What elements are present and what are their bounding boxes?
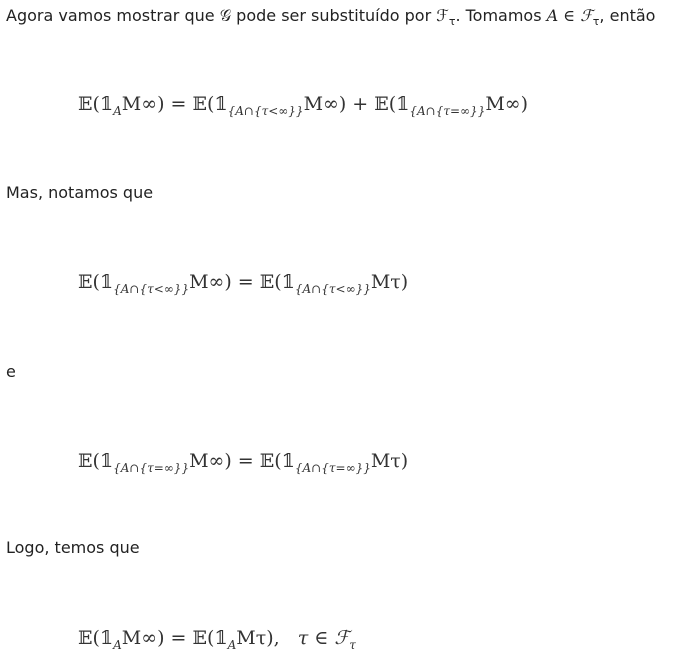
eq3-lhs: 𝔼(𝟙 (78, 450, 114, 472)
equation-1 (78, 92, 528, 116)
equation-3 (78, 449, 408, 473)
intro-tau: τ (448, 15, 456, 29)
intro-end: , então (599, 6, 656, 25)
eq2-mid: M∞) = 𝔼(𝟙 (189, 271, 295, 293)
eq2-lhs: 𝔼(𝟙 (78, 271, 114, 293)
eq2-end: Mτ) (370, 271, 409, 293)
eq4-lhs: 𝔼(𝟙 (78, 627, 114, 649)
eq2-sub1: {A∩{τ<∞}} (113, 282, 190, 296)
eq2-sub2: {A∩{τ<∞}} (294, 282, 371, 296)
eq1-sub2: {A∩{τ=∞}} (409, 104, 486, 118)
intro-set-A: A ∈ ℱ (546, 6, 593, 25)
eq4-end: Mτ), (236, 627, 280, 649)
intro-text: Agora vamos mostrar que 𝒢 pode ser substituído por ℱ (6, 6, 449, 25)
eq1-sub1: {A∩{τ<∞}} (227, 104, 304, 118)
eq1-lhs-sub: A (113, 104, 122, 118)
intro-mid: . Tomamos (455, 6, 547, 25)
paragraph-intro (6, 6, 655, 32)
eq3-mid: M∞) = 𝔼(𝟙 (189, 450, 295, 472)
eq4-sub1: A (113, 638, 122, 652)
eq4-mid: M∞) = 𝔼(𝟙 (121, 627, 228, 649)
intro-tau-2: τ (592, 15, 600, 29)
paragraph-mas: Mas, notamos que (6, 183, 154, 202)
eq1-lhs-end: M∞) = 𝔼(𝟙 (121, 93, 228, 115)
eq4-cond: τ ∈ ℱ (297, 627, 350, 649)
eq1-lhs: 𝔼(𝟙 (78, 93, 114, 115)
eq1-end: M∞) (485, 93, 529, 115)
eq4-cond-sub: τ (349, 638, 356, 652)
eq1-mid: M∞) + 𝔼(𝟙 (303, 93, 410, 115)
equation-2 (78, 270, 408, 294)
equation-4 (78, 626, 356, 650)
eq3-sub2: {A∩{τ=∞}} (294, 461, 371, 475)
eq3-end: Mτ) (370, 450, 409, 472)
paragraph-e: e (6, 362, 16, 381)
paragraph-logo: Logo, temos que (6, 538, 140, 557)
eq3-sub1: {A∩{τ=∞}} (113, 461, 190, 475)
eq4-sub2: A (227, 638, 237, 652)
